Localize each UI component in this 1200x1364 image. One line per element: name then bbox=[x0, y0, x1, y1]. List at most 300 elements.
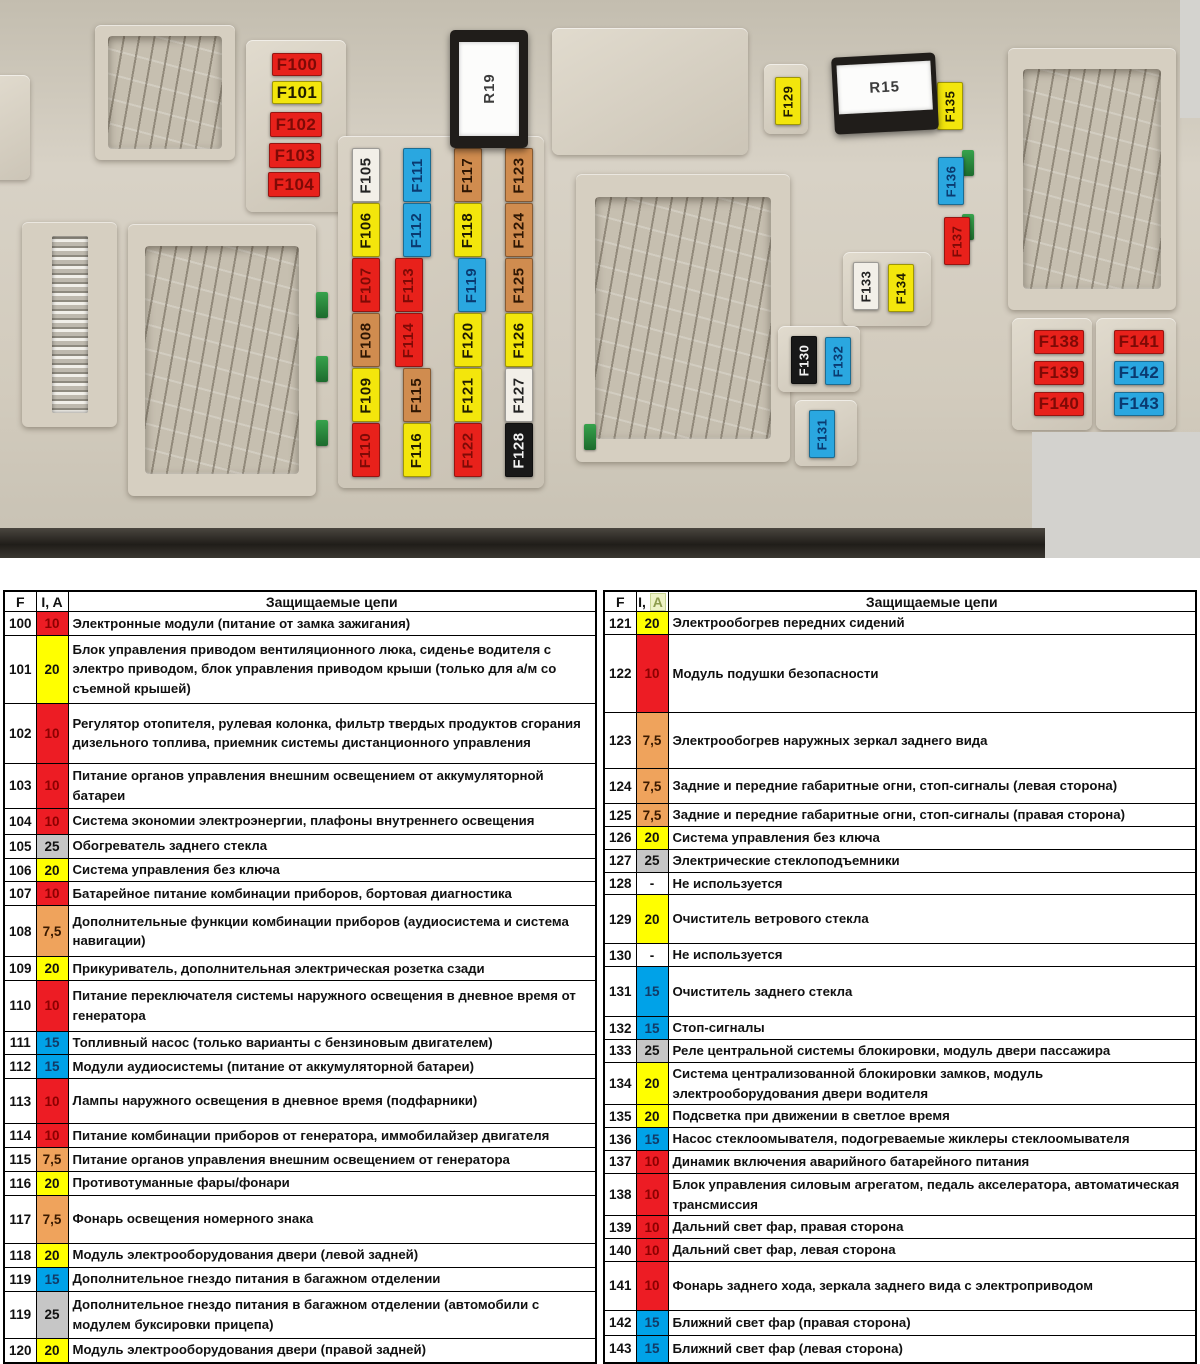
circuit-description-cell: Обогреватель заднего стекла bbox=[68, 834, 596, 858]
amp-rating-cell: 20 bbox=[36, 957, 68, 981]
circuit-description-cell: Насос стеклоомывателя, подогреваемые жиклеры стеклоомывателя bbox=[668, 1128, 1196, 1151]
table-row bbox=[4, 1267, 596, 1291]
amp-rating-cell: 15 bbox=[36, 1031, 68, 1055]
fuse-label-text: F115 bbox=[408, 377, 426, 413]
fuse-number-cell: 132 bbox=[604, 1017, 636, 1040]
fuse-number-cell: 134 bbox=[604, 1062, 636, 1105]
fuse-number-cell: 119 bbox=[4, 1267, 36, 1291]
amp-rating-cell: 20 bbox=[636, 1062, 668, 1105]
fuse-label-text: F108 bbox=[357, 321, 375, 359]
column-header-fuse: F bbox=[4, 591, 36, 612]
connector-socket-center bbox=[576, 174, 790, 462]
amp-rating-cell: 7,5 bbox=[36, 906, 68, 957]
fuse-label-f139 bbox=[1034, 361, 1084, 385]
fuse-number-cell: 125 bbox=[604, 804, 636, 827]
fuse-label-f127 bbox=[505, 368, 533, 422]
circuit-description-cell: Блок управления силовым агрегатом, педаль акселератора, автоматическая трансмиссия bbox=[668, 1173, 1196, 1216]
fuse-label-text: F106 bbox=[357, 211, 375, 249]
amp-rating-cell: 15 bbox=[636, 1335, 668, 1363]
fuse-label-f118 bbox=[454, 203, 482, 257]
amp-rating-cell: 20 bbox=[636, 895, 668, 944]
circuit-description-cell: Ближний свет фар (правая сторона) bbox=[668, 1310, 1196, 1335]
circuit-description-cell: Модули аудиосистемы (питание от аккумуляторной батареи) bbox=[68, 1055, 596, 1079]
table-row bbox=[4, 612, 596, 636]
fuse-number-cell: 140 bbox=[604, 1239, 636, 1262]
circuit-description-cell: Электрические стеклоподъемники bbox=[668, 849, 1196, 872]
fuse-number-cell: 103 bbox=[4, 764, 36, 808]
fuse-label-text: F137 bbox=[949, 225, 965, 257]
amp-rating-cell: 7,5 bbox=[636, 804, 668, 827]
amp-rating-cell: 25 bbox=[636, 1039, 668, 1062]
circuit-description-cell: Система управления без ключа bbox=[668, 827, 1196, 850]
fuse-label-text: F103 bbox=[274, 145, 316, 165]
amp-rating-cell: 10 bbox=[36, 808, 68, 834]
fuse-label-f134 bbox=[888, 264, 914, 312]
table-row bbox=[604, 612, 1196, 635]
circuit-description-cell: Модуль подушки безопасности bbox=[668, 635, 1196, 713]
amp-rating-cell: 20 bbox=[36, 1243, 68, 1267]
left-edge-connector bbox=[0, 75, 30, 180]
amp-rating-cell: 20 bbox=[36, 1338, 68, 1363]
fuse-table-right bbox=[603, 590, 1197, 1364]
fuse-label-text: F139 bbox=[1038, 363, 1080, 382]
fuse-number-cell: 116 bbox=[4, 1171, 36, 1195]
fuse-number-cell: 138 bbox=[604, 1173, 636, 1216]
fuse-tables bbox=[0, 590, 1200, 1364]
fuse-label-text: F124 bbox=[510, 211, 528, 249]
fuse-label-text: F101 bbox=[276, 82, 318, 102]
fuse-number-cell: 108 bbox=[4, 906, 36, 957]
fuse-label-text: F143 bbox=[1118, 394, 1160, 413]
fuse-label-text: F112 bbox=[408, 212, 426, 248]
fuse-number-cell: 110 bbox=[4, 981, 36, 1031]
amp-rating-cell: 7,5 bbox=[636, 769, 668, 804]
table-row bbox=[4, 1055, 596, 1079]
relay-label bbox=[459, 42, 518, 136]
fuse-label-text: F126 bbox=[510, 321, 528, 359]
fuse-label-text: F109 bbox=[357, 376, 375, 414]
amp-rating-cell: 20 bbox=[636, 1105, 668, 1128]
circuit-description-cell: Задние и передние габаритные огни, стоп-сигналы (левая сторона) bbox=[668, 769, 1196, 804]
circuit-description-cell: Питание комбинации приборов от генератора, иммобилайзер двигателя bbox=[68, 1124, 596, 1148]
connector-left-pins bbox=[22, 222, 117, 427]
fuse-number-cell: 115 bbox=[4, 1148, 36, 1172]
fuse-label-f107 bbox=[352, 258, 380, 312]
circuit-description-cell: Фонарь освещения номерного знака bbox=[68, 1195, 596, 1243]
circuit-description-cell: Система централизованной блокировки замков, модуль электрооборудования двери водителя bbox=[668, 1062, 1196, 1105]
table-row bbox=[604, 635, 1196, 713]
circuit-description-cell: Реле центральной системы блокировки, модуль двери пассажира bbox=[668, 1039, 1196, 1062]
circuit-description-cell: Лампы наружного освещения в дневное время (подфарники) bbox=[68, 1079, 596, 1124]
amp-rating-cell: 10 bbox=[636, 635, 668, 713]
amp-rating-cell: 20 bbox=[636, 612, 668, 635]
fuse-label-text: F128 bbox=[510, 431, 528, 469]
fuse-label-f106 bbox=[352, 203, 380, 257]
amp-rating-cell: 10 bbox=[36, 764, 68, 808]
circuit-description-cell: Дополнительные функции комбинации приборов (аудиосистема и система навигации) bbox=[68, 906, 596, 957]
column-header-fuse: F bbox=[604, 591, 636, 612]
relay-label-text: R19 bbox=[480, 73, 498, 105]
circuit-description-cell: Питание органов управления внешним освещением от генератора bbox=[68, 1148, 596, 1172]
connector-socket-left-center bbox=[128, 224, 316, 496]
fuse-label-f102 bbox=[270, 112, 322, 137]
connector-socket-right bbox=[1008, 48, 1176, 310]
circuit-description-cell: Система экономии электроэнергии, плафоны внутреннего освещения bbox=[68, 808, 596, 834]
green-component bbox=[316, 420, 328, 446]
fuse-label-f110 bbox=[352, 423, 380, 477]
fuse-number-cell: 100 bbox=[4, 612, 36, 636]
fuse-label-text: F141 bbox=[1118, 332, 1160, 351]
table-row bbox=[604, 804, 1196, 827]
amp-rating-cell: 10 bbox=[36, 703, 68, 764]
amp-header-highlighted-a: A bbox=[650, 593, 666, 611]
fuse-label-f125 bbox=[505, 258, 533, 312]
photo-background-edge bbox=[1180, 0, 1200, 118]
fuse-label-f126 bbox=[505, 313, 533, 367]
fuse-label-text: F113 bbox=[400, 267, 418, 303]
circuit-description-cell: Батарейное питание комбинации приборов, бортовая диагностика bbox=[68, 882, 596, 906]
table-row bbox=[4, 858, 596, 882]
fuse-label-f129 bbox=[775, 77, 801, 125]
table-row bbox=[604, 827, 1196, 850]
fuse-number-cell: 104 bbox=[4, 808, 36, 834]
table-row bbox=[4, 1031, 596, 1055]
circuit-description-cell: Система управления без ключа bbox=[68, 858, 596, 882]
table-row bbox=[4, 906, 596, 957]
fuse-number-cell: 137 bbox=[604, 1150, 636, 1173]
amp-rating-cell: 25 bbox=[36, 1291, 68, 1338]
fuse-number-cell: 105 bbox=[4, 834, 36, 858]
circuit-description-cell: Электрообогрев наружных зеркал заднего вида bbox=[668, 713, 1196, 769]
fuse-label-text: F134 bbox=[893, 272, 909, 304]
table-row bbox=[604, 1173, 1196, 1216]
fuse-label-f138 bbox=[1034, 330, 1084, 354]
amp-rating-cell: 10 bbox=[36, 882, 68, 906]
table-header-row bbox=[604, 591, 1196, 612]
table-row bbox=[604, 1062, 1196, 1105]
fuse-number-cell: 107 bbox=[4, 882, 36, 906]
photo-background-corner bbox=[1032, 432, 1200, 558]
table-row bbox=[604, 1105, 1196, 1128]
fuse-label-text: F105 bbox=[357, 156, 375, 194]
fuse-label-text: F111 bbox=[408, 157, 426, 193]
amp-rating-cell: 15 bbox=[36, 1055, 68, 1079]
amp-rating-cell: 15 bbox=[36, 1267, 68, 1291]
circuit-description-cell: Не используется bbox=[668, 944, 1196, 967]
pin-strip bbox=[52, 236, 88, 412]
fuse-label-text: F138 bbox=[1038, 332, 1080, 351]
amp-rating-cell: 10 bbox=[636, 1173, 668, 1216]
fuse-label-f108 bbox=[352, 313, 380, 367]
pin-field bbox=[108, 36, 223, 149]
amp-rating-cell: 15 bbox=[636, 1128, 668, 1151]
fuse-label-f143 bbox=[1114, 392, 1164, 416]
amp-rating-cell: 10 bbox=[636, 1239, 668, 1262]
fuse-label-text: F135 bbox=[942, 90, 958, 122]
fuse-number-cell: 142 bbox=[604, 1310, 636, 1335]
fuse-number-cell: 126 bbox=[604, 827, 636, 850]
fuse-label-text: F107 bbox=[357, 266, 375, 304]
fuse-label-f131 bbox=[809, 410, 835, 458]
amp-rating-cell: 15 bbox=[636, 967, 668, 1017]
fuse-label-text: F129 bbox=[780, 85, 796, 117]
fuse-label-f130 bbox=[791, 336, 817, 384]
relay-r19 bbox=[450, 30, 528, 148]
table-row bbox=[604, 895, 1196, 944]
circuit-description-cell: Подсветка при движении в светлое время bbox=[668, 1105, 1196, 1128]
fuse-number-cell: 119 bbox=[4, 1291, 36, 1338]
fuse-label-f142 bbox=[1114, 361, 1164, 385]
fuse-label-text: F133 bbox=[858, 270, 874, 302]
circuit-description-cell: Топливный насос (только варианты с бензиновым двигателем) bbox=[68, 1031, 596, 1055]
fuse-label-f135 bbox=[937, 82, 963, 130]
fuse-label-text: F127 bbox=[510, 376, 528, 414]
fuse-label-text: F131 bbox=[814, 418, 830, 450]
fuse-number-cell: 121 bbox=[604, 612, 636, 635]
amp-rating-cell: 10 bbox=[36, 612, 68, 636]
table-row bbox=[4, 1124, 596, 1148]
fuse-label-f113 bbox=[395, 258, 423, 312]
fuse-number-cell: 117 bbox=[4, 1195, 36, 1243]
amp-rating-cell: 10 bbox=[36, 981, 68, 1031]
fuse-label-f137 bbox=[944, 217, 970, 265]
table-row bbox=[4, 1338, 596, 1363]
fuse-label-f120 bbox=[454, 313, 482, 367]
table-row bbox=[4, 635, 596, 703]
fuse-number-cell: 122 bbox=[604, 635, 636, 713]
fuse-label-text: F142 bbox=[1118, 363, 1160, 382]
table-row bbox=[604, 1239, 1196, 1262]
fuse-number-cell: 139 bbox=[604, 1216, 636, 1239]
table-row bbox=[604, 849, 1196, 872]
fuse-table-left bbox=[3, 590, 597, 1364]
table-row bbox=[604, 713, 1196, 769]
table-row bbox=[604, 1128, 1196, 1151]
fuse-label-f123 bbox=[505, 148, 533, 202]
fuse-label-text: F117 bbox=[459, 157, 477, 193]
table-row bbox=[4, 1291, 596, 1338]
circuit-description-cell: Фонарь заднего хода, зеркала заднего вида с электроприводом bbox=[668, 1261, 1196, 1310]
circuit-description-cell: Ближний свет фар (левая сторона) bbox=[668, 1335, 1196, 1363]
table-row bbox=[4, 1195, 596, 1243]
circuit-description-cell: Задние и передние габаритные огни, стоп-сигналы (правая сторона) bbox=[668, 804, 1196, 827]
table-row bbox=[604, 1335, 1196, 1363]
fuse-number-cell: 129 bbox=[604, 895, 636, 944]
table-row bbox=[604, 1261, 1196, 1310]
fuse-label-text: F100 bbox=[276, 54, 318, 74]
amp-rating-cell: 15 bbox=[636, 1017, 668, 1040]
fuse-label-f132 bbox=[825, 337, 851, 385]
fuse-number-cell: 114 bbox=[4, 1124, 36, 1148]
fuse-label-f105 bbox=[352, 148, 380, 202]
circuit-description-cell: Очиститель ветрового стекла bbox=[668, 895, 1196, 944]
fuse-label-f141 bbox=[1114, 330, 1164, 354]
connector-socket-top-left bbox=[95, 25, 235, 160]
fuse-number-cell: 106 bbox=[4, 858, 36, 882]
fuse-number-cell: 130 bbox=[604, 944, 636, 967]
circuit-description-cell: Питание органов управления внешним освещением от аккумуляторной батареи bbox=[68, 764, 596, 808]
fuse-label-f115 bbox=[403, 368, 431, 422]
amp-rating-cell: 7,5 bbox=[36, 1195, 68, 1243]
circuit-description-cell: Дальний свет фар, правая сторона bbox=[668, 1216, 1196, 1239]
circuit-description-cell: Модуль электрооборудования двери (левой задней) bbox=[68, 1243, 596, 1267]
circuit-description-cell: Стоп-сигналы bbox=[668, 1017, 1196, 1040]
fuse-label-f112 bbox=[403, 203, 431, 257]
fuse-label-f133 bbox=[853, 262, 879, 310]
fuse-label-text: F118 bbox=[459, 212, 477, 248]
green-component bbox=[316, 356, 328, 382]
fuse-label-text: F123 bbox=[510, 156, 528, 194]
fuse-number-cell: 123 bbox=[604, 713, 636, 769]
table-row bbox=[604, 769, 1196, 804]
fuse-label-f114 bbox=[395, 313, 423, 367]
table-row bbox=[604, 1150, 1196, 1173]
fuse-number-cell: 113 bbox=[4, 1079, 36, 1124]
circuit-description-cell: Динамик включения аварийного батарейного питания bbox=[668, 1150, 1196, 1173]
amp-rating-cell: 25 bbox=[636, 849, 668, 872]
fuse-number-cell: 143 bbox=[604, 1335, 636, 1363]
circuit-description-cell: Электронные модули (питание от замка зажигания) bbox=[68, 612, 596, 636]
circuit-description-cell: Не используется bbox=[668, 872, 1196, 895]
amp-rating-cell: 20 bbox=[36, 858, 68, 882]
fuse-label-f122 bbox=[454, 423, 482, 477]
fuse-number-cell: 111 bbox=[4, 1031, 36, 1055]
fuse-number-cell: 135 bbox=[604, 1105, 636, 1128]
amp-rating-cell: 20 bbox=[36, 1171, 68, 1195]
fuse-label-f136 bbox=[938, 157, 964, 205]
circuit-description-cell: Дополнительное гнездо питания в багажном отделении bbox=[68, 1267, 596, 1291]
amp-rating-cell: 7,5 bbox=[36, 1148, 68, 1172]
table-row bbox=[604, 1017, 1196, 1040]
amp-rating-cell: - bbox=[636, 944, 668, 967]
fuse-label-f119 bbox=[458, 258, 486, 312]
circuit-description-cell: Дополнительное гнездо питания в багажном отделении (автомобили с модулем буксировки прицепа) bbox=[68, 1291, 596, 1338]
table-row bbox=[4, 1171, 596, 1195]
fuse-number-cell: 101 bbox=[4, 635, 36, 703]
fuse-number-cell: 128 bbox=[604, 872, 636, 895]
column-header-circuits: Защищаемые цепи bbox=[668, 591, 1196, 612]
fuse-label-f116 bbox=[403, 423, 431, 477]
amp-rating-cell: 10 bbox=[636, 1150, 668, 1173]
pin-field bbox=[1023, 69, 1161, 289]
fuse-label-text: F125 bbox=[510, 266, 528, 304]
fuse-label-text: F116 bbox=[408, 432, 426, 468]
table-row bbox=[4, 703, 596, 764]
table-row bbox=[4, 957, 596, 981]
circuit-description-cell: Регулятор отопителя, рулевая колонка, фильтр твердых продуктов сгорания дизельного топлива, приемник системы дистанционного управления bbox=[68, 703, 596, 764]
table-row bbox=[4, 808, 596, 834]
fuse-number-cell: 102 bbox=[4, 703, 36, 764]
table-row bbox=[604, 1310, 1196, 1335]
green-component bbox=[316, 292, 328, 318]
table-row bbox=[4, 1079, 596, 1124]
fuse-label-text: F132 bbox=[830, 345, 846, 377]
amp-rating-cell: 20 bbox=[36, 635, 68, 703]
fuse-label-text: F114 bbox=[400, 322, 418, 358]
fuse-number-cell: 141 bbox=[604, 1261, 636, 1310]
circuit-description-cell: Модуль электрооборудования двери (правой задней) bbox=[68, 1338, 596, 1363]
amp-rating-cell: 10 bbox=[636, 1261, 668, 1310]
circuit-description-cell: Блок управления приводом вентиляционного люка, сиденье водителя с электро приводом, блок управления приводом крыши (только для а/м со съемной крышей) bbox=[68, 635, 596, 703]
block-top-center bbox=[552, 28, 748, 155]
fuse-label-text: F130 bbox=[796, 344, 812, 376]
column-header-amp bbox=[636, 591, 668, 612]
amp-rating-cell: 10 bbox=[636, 1216, 668, 1239]
fuse-label-f111 bbox=[403, 148, 431, 202]
table-row bbox=[4, 764, 596, 808]
table-header-row bbox=[4, 591, 596, 612]
amp-rating-cell: 10 bbox=[36, 1079, 68, 1124]
fuse-label-f101 bbox=[272, 81, 322, 104]
fuse-label-text: F119 bbox=[463, 267, 481, 303]
fusebox-photo bbox=[0, 0, 1200, 558]
fuse-number-cell: 127 bbox=[604, 849, 636, 872]
table-row bbox=[4, 1243, 596, 1267]
relay-r15 bbox=[831, 52, 939, 134]
fuse-label-text: F140 bbox=[1038, 394, 1080, 413]
fuse-number-cell: 124 bbox=[604, 769, 636, 804]
relay-label bbox=[837, 60, 933, 114]
table-row bbox=[604, 944, 1196, 967]
fuse-number-cell: 112 bbox=[4, 1055, 36, 1079]
relay-label-text: R15 bbox=[868, 78, 901, 97]
fuse-label-text: F122 bbox=[459, 431, 477, 469]
circuit-description-cell: Очиститель заднего стекла bbox=[668, 967, 1196, 1017]
circuit-description-cell: Прикуриватель, дополнительная электрическая розетка сзади bbox=[68, 957, 596, 981]
fuse-label-f124 bbox=[505, 203, 533, 257]
fuse-label-f103 bbox=[269, 143, 321, 168]
table-row bbox=[604, 872, 1196, 895]
photo-bottom-shadow bbox=[0, 528, 1045, 558]
column-header-circuits: Защищаемые цепи bbox=[68, 591, 596, 612]
fuse-label-text: F102 bbox=[275, 114, 317, 134]
column-header-amp: I, A bbox=[36, 591, 68, 612]
fuse-number-cell: 120 bbox=[4, 1338, 36, 1363]
amp-rating-cell: 20 bbox=[636, 827, 668, 850]
fuse-label-f100 bbox=[272, 53, 322, 76]
pin-field bbox=[145, 246, 299, 475]
green-component bbox=[584, 424, 596, 450]
circuit-description-cell: Противотуманные фары/фонари bbox=[68, 1171, 596, 1195]
table-row bbox=[4, 834, 596, 858]
amp-rating-cell: 10 bbox=[36, 1124, 68, 1148]
fuse-label-f121 bbox=[454, 368, 482, 422]
fuse-label-f109 bbox=[352, 368, 380, 422]
fuse-label-text: F104 bbox=[273, 174, 315, 194]
fuse-label-text: F120 bbox=[459, 321, 477, 359]
fuse-label-f117 bbox=[454, 148, 482, 202]
amp-header-prefix: I, bbox=[638, 593, 650, 610]
circuit-description-cell: Электрообогрев передних сидений bbox=[668, 612, 1196, 635]
fuse-label-f128 bbox=[505, 423, 533, 477]
amp-rating-cell: - bbox=[636, 872, 668, 895]
table-row bbox=[4, 1148, 596, 1172]
amp-rating-cell: 15 bbox=[636, 1310, 668, 1335]
table-row bbox=[4, 882, 596, 906]
fuse-number-cell: 136 bbox=[604, 1128, 636, 1151]
fuse-label-f140 bbox=[1034, 392, 1084, 416]
table-row bbox=[604, 1216, 1196, 1239]
circuit-description-cell: Питание переключателя системы наружного освещения в дневное время от генератора bbox=[68, 981, 596, 1031]
fuse-number-cell: 131 bbox=[604, 967, 636, 1017]
table-row bbox=[604, 1039, 1196, 1062]
fuse-label-text: F136 bbox=[943, 165, 959, 197]
table-row bbox=[604, 967, 1196, 1017]
table-row bbox=[4, 981, 596, 1031]
circuit-description-cell: Дальний свет фар, левая сторона bbox=[668, 1239, 1196, 1262]
fuse-label-text: F110 bbox=[357, 432, 375, 468]
fuse-label-f104 bbox=[268, 172, 320, 197]
